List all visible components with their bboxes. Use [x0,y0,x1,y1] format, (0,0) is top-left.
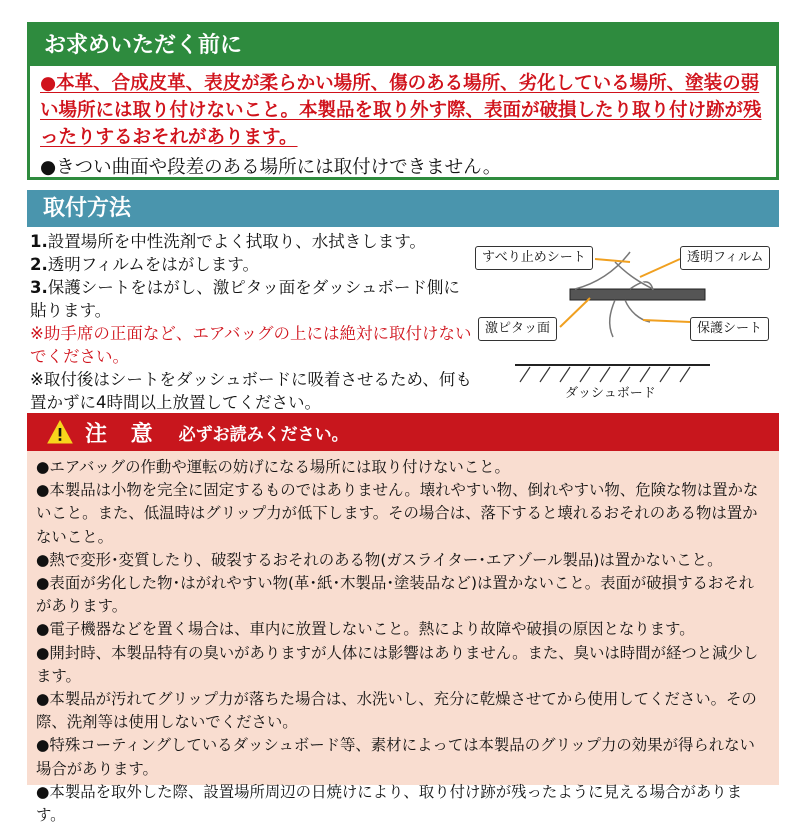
caution-list [27,451,779,827]
caution-header [27,413,779,451]
caution-box [27,413,779,825]
installation-diagram [475,232,785,402]
label-dashboard: ダッシュボード [565,386,656,401]
dashboard-hatch [520,367,690,382]
caution-item: ●表面が劣化した物･はがれやすい物(革･紙･木製品･塗装品など)は置かないこと。表面が破損するおそれがあります。 [36,574,755,616]
caution-item: ●本製品は小物を完全に固定するものではありません。壊れやすい物、倒れやすい物、危険な物は置かないこと。また、低温時はグリップ力が低下します。その場合は、落下すると壊れるおそれのある物は置かないこと。 [36,481,759,546]
caution-item: ●本製品が汚れてグリップ力が落ちた場合は、水洗いし、充分に乾燥させてから使用してください。その際、洗剤等は使用しないでください。 [36,690,757,732]
curing-note: ※取付後はシートをダッシュボードに吸着させるため、何も置かずに4時間以上放置してください。 [30,370,472,412]
label-geki-surface: 激ピタッ面 [478,317,557,341]
protect-peel [610,300,615,337]
caution-item: ●特殊コーティングしているダッシュボード等、素材によっては本製品のグリップ力の効果が得られない場合があります。 [36,736,755,778]
caution-item: ●本製品を取外した際、設置場所周辺の日焼けにより、取り付け跡が残ったように見える場合があります。 [36,782,743,825]
pre-purchase-warning-red: ●本革、合成皮革、表皮が柔らかい場所、傷のある場所、劣化している場所、塗装の弱い場所には取り付けないこと。本製品を取り外す際、表面が破損したり取り付け跡が残ったりするおそれがあります。 [40,73,762,148]
airbag-note: ※助手席の正面など、エアバッグの上には絶対に取付けないでください。 [30,324,472,366]
label-clear-film: 透明フィルム [680,246,770,270]
installation-title: 取付方法 [27,190,779,227]
pre-purchase-title: お求めいただく前に [30,25,776,66]
step-text: 保護シートをはがし、激ピタッ面をダッシュボード側に貼ります。 [30,278,460,320]
step-3 [30,276,475,322]
warning-icon [47,420,73,444]
caution-item: ●電子機器などを置く場合は、車内に放置しないこと。熱により故障や破損の原因となります。 [36,620,695,639]
protect-edge [625,300,650,322]
step-2 [30,253,475,276]
caution-item: ●熱で変形･変質したり、破裂するおそれのある物(ガスライター･エアゾール製品)は置かないこと。 [36,550,723,569]
label-protect-sheet: 保護シート [690,317,769,341]
step-1 [30,230,475,253]
pre-purchase-notice [27,22,779,180]
caution-title: 注 意 [85,421,161,447]
step-number: 3. [30,278,48,297]
label-slip-sheet: すべり止めシート [475,246,593,270]
step-text: 透明フィルムをはがします。 [47,255,259,274]
step-text: 設置場所を中性洗剤でよく拭取り、水拭きします。 [47,232,426,251]
film-peel [615,262,653,289]
step-number: 1. [30,232,48,251]
step-number: 2. [30,255,48,274]
caution-item: ●エアバッグの作動や運転の妨げになる場所には取り付けないこと。 [36,458,510,476]
caution-subtitle: 必ずお読みください。 [178,424,349,445]
caution-item: ●開封時、本製品特有の臭いがありますが人体には影響はありません。また、臭いは時間が経つと減少します。 [36,643,759,685]
pre-purchase-warning-plain: ●きつい曲面や段差のある場所には取付けできません。 [40,157,502,178]
installation-steps [30,230,475,414]
